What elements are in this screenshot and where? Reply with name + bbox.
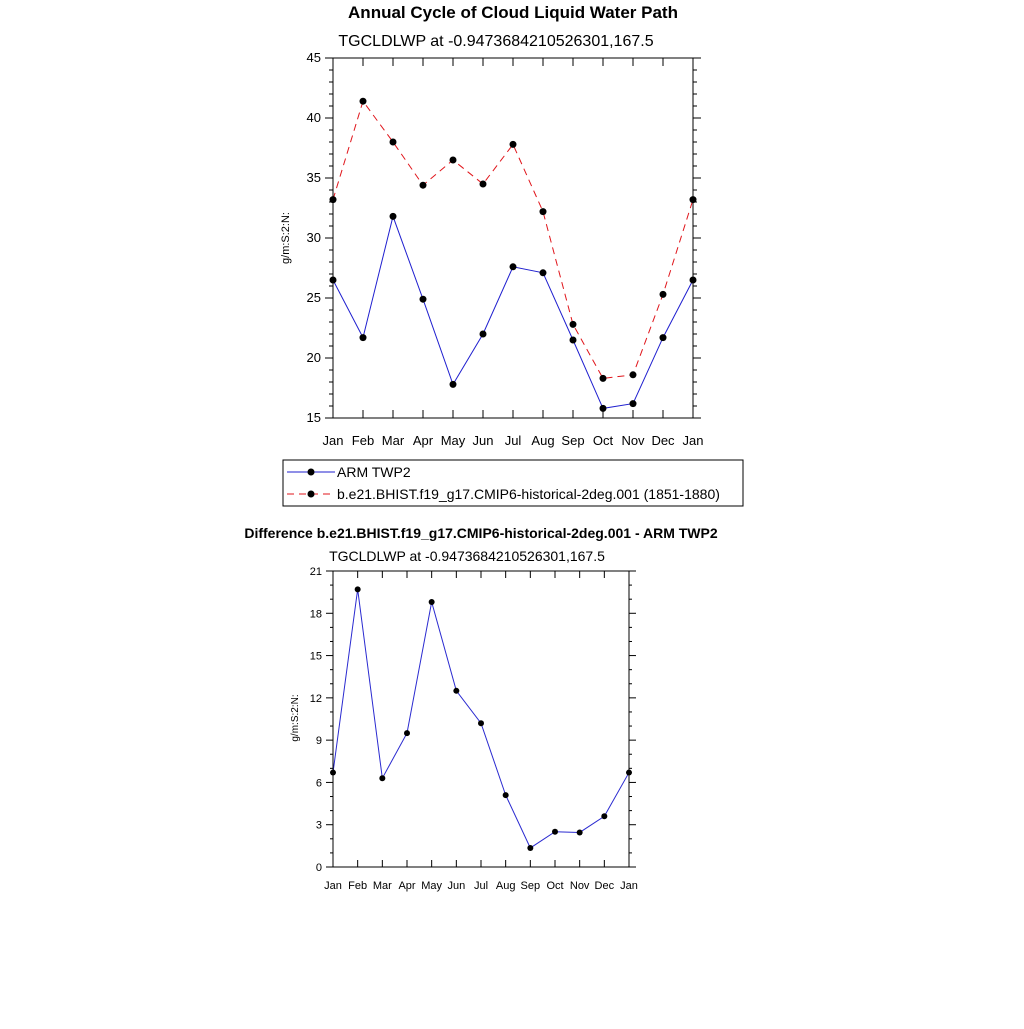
legend-label-model: b.e21.BHIST.f19_g17.CMIP6-historical-2deg.001 (1851-1880) <box>337 486 720 502</box>
series-1-point <box>570 321 577 328</box>
series-1-point <box>450 157 457 164</box>
x-tick-label: Mar <box>372 880 392 892</box>
y-tick-label: 15 <box>309 650 322 663</box>
x-tick-label: Jun <box>472 433 494 448</box>
series-0-point <box>360 334 367 341</box>
series-1-point <box>600 375 607 382</box>
difference-chart-subtitle: TGCLDLWP at -0.9473684210526301,167.5 <box>329 548 605 564</box>
series-0-point <box>404 730 410 736</box>
series-group <box>330 98 697 412</box>
series-0-point <box>390 213 397 220</box>
x-tick-label: Jul <box>504 433 522 448</box>
series-0-point <box>540 269 547 276</box>
x-tick-label: Jun <box>447 880 466 892</box>
y-tick-label: 21 <box>309 566 322 578</box>
series-0-point <box>577 829 583 835</box>
plot-frame <box>333 58 693 418</box>
series-0-point <box>601 813 607 819</box>
series-0-point <box>429 599 435 605</box>
y-tick-label: 3 <box>315 819 322 832</box>
x-tick-label: Apr <box>398 880 416 892</box>
y-tick-label: 20 <box>306 350 321 365</box>
series-1-point <box>510 141 517 148</box>
series-0-point <box>630 400 637 407</box>
x-tick-label: Oct <box>592 433 614 448</box>
y-tick-label: 35 <box>306 170 321 185</box>
series-1-point <box>420 182 427 189</box>
difference-chart-title: Difference b.e21.BHIST.f19_g17.CMIP6-historical-2deg.001 - ARM TWP2 <box>244 525 718 541</box>
y-tick-label: 0 <box>315 862 322 874</box>
chart-subtitle: TGCLDLWP at -0.9473684210526301,167.5 <box>338 33 654 50</box>
x-tick-label: Sep <box>520 880 541 892</box>
axis-ticks <box>307 50 704 448</box>
series-1-point <box>660 291 667 298</box>
x-tick-label: Dec <box>651 433 675 448</box>
x-tick-label: May <box>440 433 466 448</box>
y-tick-label: 9 <box>315 735 322 748</box>
y-tick-label: 45 <box>306 50 321 65</box>
y-tick-label: 12 <box>309 692 322 705</box>
plot-frame <box>333 571 629 867</box>
x-tick-label: Jan <box>324 880 342 892</box>
legend-entry-model <box>287 486 720 502</box>
series-line-0 <box>333 589 629 848</box>
y-tick-label: 6 <box>315 777 322 790</box>
x-tick-label: Jan <box>682 433 704 448</box>
x-tick-label: Sep <box>561 433 585 448</box>
series-0-point <box>527 845 533 851</box>
y-tick-label: 25 <box>306 290 321 305</box>
series-0-point <box>510 263 517 270</box>
series-0-point <box>480 331 487 338</box>
series-0-point <box>552 829 558 835</box>
axis-ticks <box>310 566 638 892</box>
x-tick-label: Apr <box>412 433 434 448</box>
x-tick-label: Nov <box>621 433 645 448</box>
series-0-point <box>453 688 459 694</box>
series-0-point <box>420 296 427 303</box>
x-tick-label: Jan <box>620 880 638 892</box>
series-1-point <box>540 208 547 215</box>
series-0-point <box>600 405 607 412</box>
series-0-point <box>355 586 361 592</box>
legend <box>283 460 743 506</box>
series-group <box>330 586 632 851</box>
x-tick-label: Jul <box>473 880 489 892</box>
x-tick-label: Dec <box>594 880 615 892</box>
y-axis-label: g/m:S:2:N: <box>280 212 292 264</box>
x-tick-label: Feb <box>348 880 368 892</box>
annual-cycle-chart <box>280 3 703 448</box>
x-tick-label: Oct <box>546 880 564 892</box>
series-0-point <box>450 381 457 388</box>
difference-chart <box>244 525 717 892</box>
x-tick-label: May <box>421 880 443 892</box>
y-tick-label: 18 <box>309 608 322 621</box>
series-0-point <box>660 334 667 341</box>
legend-marker-model <box>308 491 315 498</box>
series-line-0 <box>333 216 693 408</box>
series-1-point <box>630 371 637 378</box>
x-tick-label: Nov <box>569 880 590 892</box>
difference-y-axis-label: g/m:S:2:N: <box>290 694 301 742</box>
series-1-point <box>360 98 367 105</box>
series-0-point <box>570 337 577 344</box>
y-tick-label: 40 <box>306 110 321 125</box>
legend-label-arm: ARM TWP2 <box>337 464 411 480</box>
x-tick-label: Mar <box>381 433 405 448</box>
y-tick-label: 30 <box>306 230 321 245</box>
x-tick-label: Aug <box>531 433 555 448</box>
x-tick-label: Aug <box>495 880 516 892</box>
y-tick-label: 15 <box>306 410 321 425</box>
series-1-point <box>480 181 487 188</box>
series-0-point <box>478 720 484 726</box>
x-tick-label: Jan <box>322 433 344 448</box>
chart-title: Annual Cycle of Cloud Liquid Water Path <box>348 3 678 22</box>
series-1-point <box>390 139 397 146</box>
series-0-point <box>503 792 509 798</box>
series-0-point <box>379 775 385 781</box>
legend-marker-arm <box>308 469 315 476</box>
x-tick-label: Feb <box>351 433 375 448</box>
